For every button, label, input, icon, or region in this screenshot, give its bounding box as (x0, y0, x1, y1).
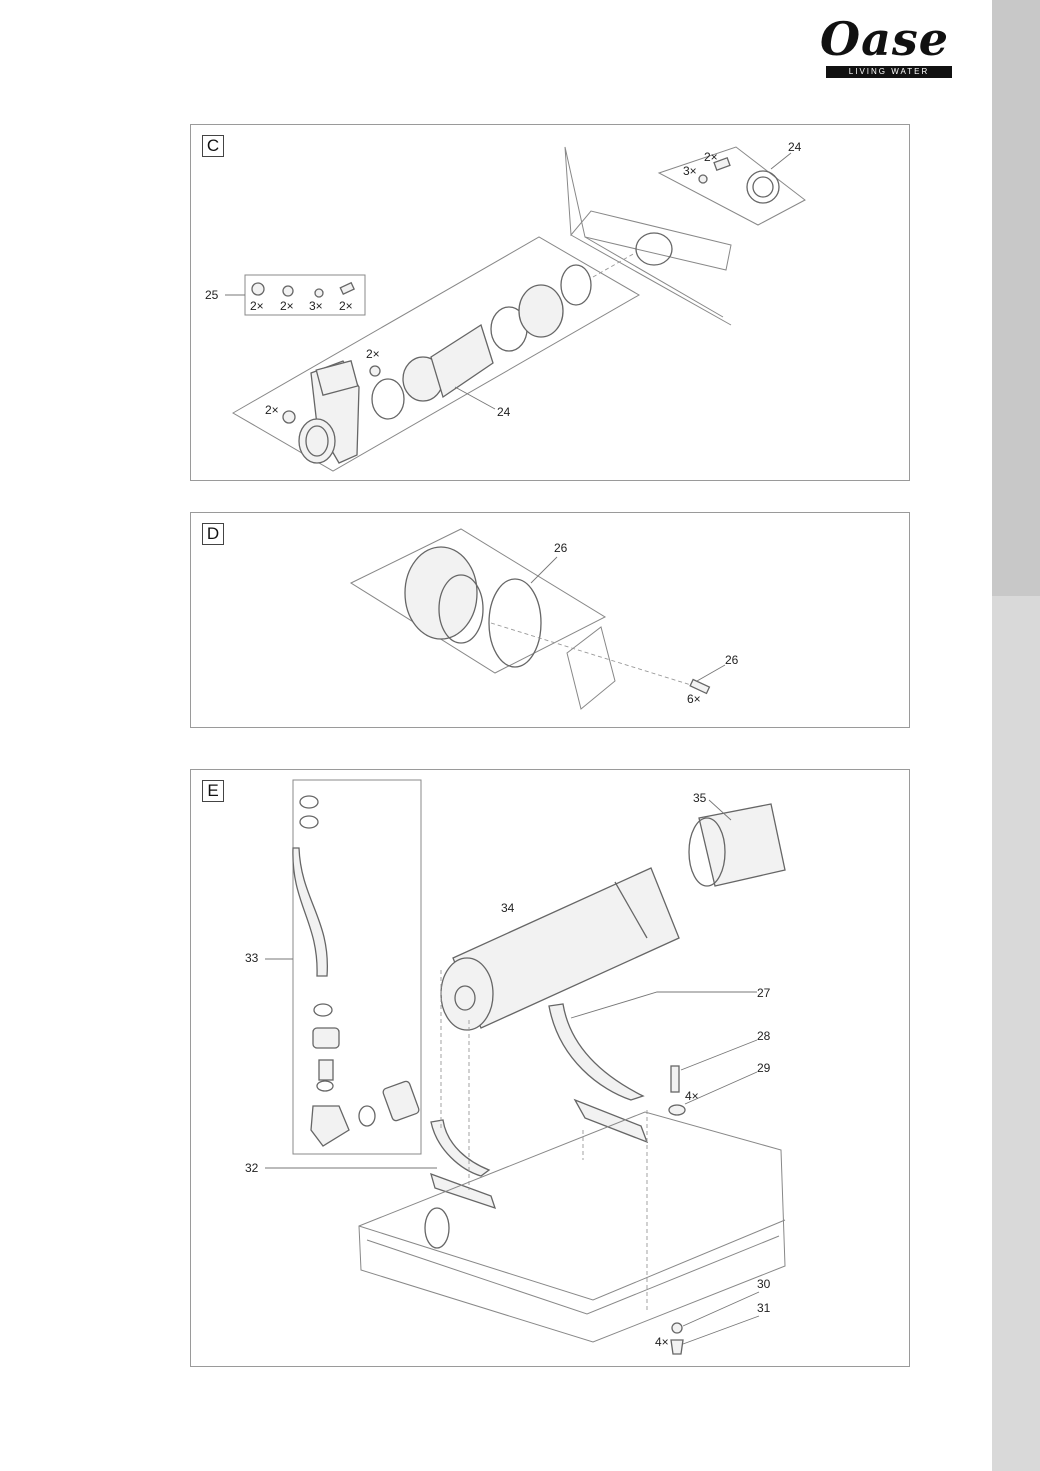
panel-letter-d: D (202, 523, 224, 545)
label-qty-2x-top: 2× (704, 150, 718, 164)
screw-28 (671, 1066, 679, 1092)
leader-24-top (771, 153, 791, 169)
leader-27 (571, 992, 757, 1018)
base-tub (359, 1112, 785, 1342)
label-part-30: 30 (757, 1277, 771, 1291)
label-qty-3x-top: 3× (683, 164, 697, 178)
nipple (319, 1060, 333, 1080)
bracket-32-foot (431, 1174, 495, 1208)
guide-line (593, 253, 635, 277)
label-qty-2x-left: 2× (265, 403, 279, 417)
panel-d-drawing (191, 513, 911, 729)
union-nut-24-inner (753, 177, 773, 197)
pipe-adapter (519, 285, 563, 337)
housing-side (571, 235, 731, 325)
nut (283, 286, 293, 296)
panel-letter-c: C (202, 135, 224, 157)
seal-ring (561, 265, 591, 305)
union-nut-24 (747, 171, 779, 203)
cap-nut (252, 283, 264, 295)
bracket-27 (549, 1004, 643, 1100)
guide-line-d (491, 623, 691, 685)
connector (382, 1080, 420, 1122)
label-part-27: 27 (757, 986, 771, 1000)
tray-top-right (659, 147, 805, 225)
oase-logo (814, 12, 964, 82)
label-part-26-top: 26 (554, 541, 568, 555)
label-part-31: 31 (757, 1301, 771, 1315)
union-nut (313, 1028, 339, 1048)
housing-port (636, 233, 672, 265)
logo-wordmark: Oase (820, 12, 950, 66)
screw (340, 283, 354, 294)
side-tab-upper (992, 0, 1040, 596)
panel-e-drawing (191, 770, 911, 1368)
label-qty-2x-mid: 2× (366, 347, 380, 361)
seal-ring-26 (489, 579, 541, 667)
label-qty-4x-top: 4× (685, 1089, 699, 1103)
logo-tagline: LIVING WATER (826, 66, 952, 78)
housing-edge (565, 147, 731, 270)
label-part-24-bottom: 24 (497, 405, 511, 419)
label-part-25: 25 (205, 288, 219, 302)
elbow (311, 1106, 349, 1146)
nut-31 (671, 1340, 683, 1354)
label-part-24-top: 24 (788, 140, 802, 154)
clip-1 (300, 796, 318, 808)
label-part-34: 34 (501, 901, 515, 915)
label-part-29: 29 (757, 1061, 771, 1075)
washer-top (699, 175, 707, 183)
leader-28 (681, 1040, 757, 1070)
label-kit-qty-2: 2× (280, 299, 294, 313)
washer (315, 289, 323, 297)
panel-e (190, 769, 910, 1367)
washer-29 (669, 1105, 685, 1115)
leader-26-top (531, 557, 557, 583)
leader-31 (683, 1316, 759, 1344)
gasket-plate (567, 627, 615, 709)
side-tab-lower (992, 596, 1040, 1471)
uv-tube-end (441, 958, 493, 1030)
o-ring (317, 1081, 333, 1091)
label-qty-4x-bottom: 4× (655, 1335, 669, 1349)
valve-screw-left (283, 411, 295, 423)
pipe-middle (431, 325, 493, 397)
label-part-32: 32 (245, 1161, 259, 1175)
leader-24-bottom (455, 387, 495, 409)
cap-35 (699, 804, 785, 886)
housing-side-2 (585, 237, 723, 317)
leader-30 (683, 1292, 759, 1326)
washer-30 (672, 1323, 682, 1333)
label-part-35: 35 (693, 791, 707, 805)
clip-3 (314, 1004, 332, 1016)
leader-26-right (697, 665, 725, 681)
valve-nut (370, 366, 380, 376)
label-kit-qty-3: 3× (309, 299, 323, 313)
label-part-33: 33 (245, 951, 259, 965)
label-kit-qty-1: 2× (250, 299, 264, 313)
label-qty-6x: 6× (687, 692, 701, 706)
hose-clamp-1 (372, 379, 404, 419)
hose-33 (293, 848, 327, 976)
tub-port (425, 1208, 449, 1248)
seal-e (359, 1106, 375, 1126)
panel-letter-e: E (202, 780, 224, 802)
label-kit-qty-4: 2× (339, 299, 353, 313)
panel-c-drawing (191, 125, 911, 482)
panel-c (190, 124, 910, 481)
clip-2 (300, 816, 318, 828)
label-part-26-right: 26 (725, 653, 739, 667)
bracket-32 (431, 1120, 489, 1176)
panel-d (190, 512, 910, 728)
label-part-28: 28 (757, 1029, 771, 1043)
